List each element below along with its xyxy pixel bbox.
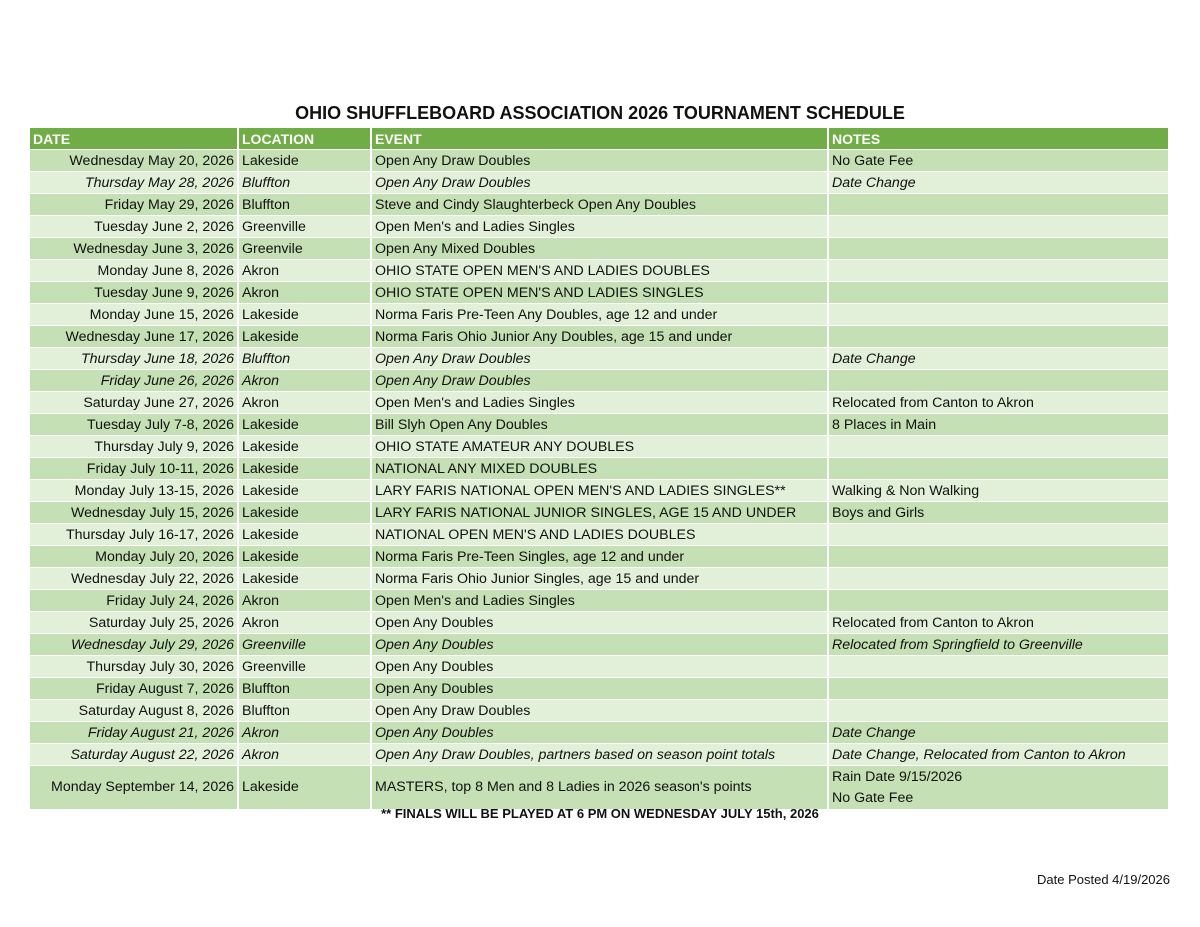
date-cell: Monday September 14, 2026 [30,766,239,810]
note-text: No Gate Fee [832,789,914,806]
event-cell: LARY FARIS NATIONAL JUNIOR SINGLES, AGE 15 AND UNDER [372,502,829,524]
column-header-location: LOCATION [239,128,372,150]
note-text: 8 Places in Main [832,416,937,433]
date-cell: Monday July 13-15, 2026 [30,480,239,502]
notes-cell [829,568,1170,590]
event-cell: Norma Faris Pre-Teen Any Doubles, age 12 and under [372,304,829,326]
date-cell: Friday August 7, 2026 [30,678,239,700]
notes-cell [829,370,1170,392]
table-row [30,304,1170,326]
finals-footnote: ** FINALS WILL BE PLAYED AT 6 PM ON WEDNESDAY JULY 15th, 2026 [381,806,819,821]
event-cell: Open Any Doubles [372,612,829,634]
location-cell: Greenville [239,216,372,238]
note-text: Date Change, Relocated from Canton to Akron [832,746,1126,763]
event-cell: NATIONAL OPEN MEN'S AND LADIES DOUBLES [372,524,829,546]
notes-cell [829,304,1170,326]
table-row [30,568,1170,590]
table-row [30,766,1170,810]
table-row [30,326,1170,348]
note-text: Walking & Non Walking [832,482,980,499]
location-cell: Akron [239,722,372,744]
event-cell: Open Any Draw Doubles [372,700,829,722]
date-cell: Tuesday June 9, 2026 [30,282,239,304]
location-cell: Akron [239,744,372,766]
date-cell: Wednesday July 22, 2026 [30,568,239,590]
column-header-event: EVENT [372,128,829,150]
event-cell: Open Men's and Ladies Singles [372,590,829,612]
location-cell: Bluffton [239,700,372,722]
notes-cell [829,326,1170,348]
event-cell: OHIO STATE AMATEUR ANY DOUBLES [372,436,829,458]
notes-cell [829,194,1170,216]
note-text: Date Change [832,724,916,741]
table-row [30,172,1170,194]
date-cell: Thursday May 28, 2026 [30,172,239,194]
location-cell: Greenville [239,634,372,656]
event-cell: Open Any Draw Doubles [372,150,829,172]
location-cell: Lakeside [239,546,372,568]
date-cell: Tuesday June 2, 2026 [30,216,239,238]
notes-cell [829,656,1170,678]
location-cell: Akron [239,282,372,304]
event-cell: Bill Slyh Open Any Doubles [372,414,829,436]
table-row [30,458,1170,480]
notes-cell [829,150,1170,172]
event-cell: Open Any Mixed Doubles [372,238,829,260]
notes-cell [829,414,1170,436]
event-cell: NATIONAL ANY MIXED DOUBLES [372,458,829,480]
event-cell: Norma Faris Ohio Junior Any Doubles, age 15 and under [372,326,829,348]
location-cell: Greenvile [239,238,372,260]
date-cell: Friday August 21, 2026 [30,722,239,744]
event-cell: Open Any Draw Doubles, partners based on season point totals [372,744,829,766]
event-cell: Open Any Doubles [372,678,829,700]
table-row [30,700,1170,722]
note-text: Rain Date 9/15/2026 [832,768,963,785]
event-cell: LARY FARIS NATIONAL OPEN MEN'S AND LADIES SINGLES** [372,480,829,502]
date-cell: Friday July 24, 2026 [30,590,239,612]
location-cell: Lakeside [239,766,372,810]
date-cell: Tuesday July 7-8, 2026 [30,414,239,436]
schedule-table [30,128,1170,810]
notes-cell [829,348,1170,370]
table-row [30,502,1170,524]
date-cell: Saturday June 27, 2026 [30,392,239,414]
location-cell: Lakeside [239,326,372,348]
event-cell: Norma Faris Pre-Teen Singles, age 12 and under [372,546,829,568]
location-cell: Akron [239,392,372,414]
location-cell: Bluffton [239,678,372,700]
date-cell: Monday June 15, 2026 [30,304,239,326]
location-cell: Lakeside [239,414,372,436]
notes-cell [829,282,1170,304]
date-cell: Monday July 20, 2026 [30,546,239,568]
table-row [30,590,1170,612]
event-cell: Open Men's and Ladies Singles [372,392,829,414]
notes-cell [829,722,1170,744]
table-row [30,722,1170,744]
date-cell: Thursday July 16-17, 2026 [30,524,239,546]
table-row [30,634,1170,656]
notes-cell [829,766,1170,810]
location-cell: Bluffton [239,348,372,370]
notes-cell [829,458,1170,480]
notes-cell [829,260,1170,282]
date-cell: Wednesday June 3, 2026 [30,238,239,260]
location-cell: Lakeside [239,150,372,172]
note-text: No Gate Fee [832,152,914,169]
location-cell: Akron [239,590,372,612]
location-cell: Lakeside [239,524,372,546]
schedule-body [30,150,1170,810]
location-cell: Lakeside [239,568,372,590]
notes-cell [829,524,1170,546]
date-cell: Wednesday May 20, 2026 [30,150,239,172]
notes-cell [829,590,1170,612]
notes-cell [829,172,1170,194]
table-row [30,436,1170,458]
table-row [30,678,1170,700]
location-cell: Lakeside [239,502,372,524]
note-text: Relocated from Canton to Akron [832,394,1034,411]
table-row [30,282,1170,304]
notes-cell [829,392,1170,414]
notes-cell [829,238,1170,260]
event-cell: Open Any Doubles [372,722,829,744]
note-text: Relocated from Springfield to Greenville [832,636,1083,653]
date-cell: Thursday July 9, 2026 [30,436,239,458]
event-cell: Open Any Draw Doubles [372,172,829,194]
note-text: Date Change [832,174,916,191]
event-cell: Norma Faris Ohio Junior Singles, age 15 and under [372,568,829,590]
event-cell: Open Any Draw Doubles [372,348,829,370]
notes-cell [829,612,1170,634]
table-row [30,348,1170,370]
location-cell: Lakeside [239,480,372,502]
table-row [30,656,1170,678]
event-cell: Open Any Draw Doubles [372,370,829,392]
date-cell: Thursday June 18, 2026 [30,348,239,370]
header-row [30,128,1170,150]
table-row [30,524,1170,546]
notes-cell [829,216,1170,238]
date-cell: Wednesday June 17, 2026 [30,326,239,348]
event-cell: Open Any Doubles [372,656,829,678]
table-row [30,392,1170,414]
date-cell: Saturday July 25, 2026 [30,612,239,634]
table-row [30,744,1170,766]
table-row [30,414,1170,436]
date-cell: Saturday August 22, 2026 [30,744,239,766]
column-header-date: DATE [30,128,239,150]
location-cell: Bluffton [239,194,372,216]
note-text: Boys and Girls [832,504,925,521]
column-header-notes: NOTES [829,128,1170,150]
location-cell: Lakeside [239,304,372,326]
note-text: Relocated from Canton to Akron [832,614,1034,631]
note-text: Date Change [832,350,916,367]
date-cell: Friday July 10-11, 2026 [30,458,239,480]
table-row [30,370,1170,392]
notes-cell [829,634,1170,656]
event-cell: Open Men's and Ladies Singles [372,216,829,238]
date-cell: Monday June 8, 2026 [30,260,239,282]
notes-cell [829,546,1170,568]
table-row [30,546,1170,568]
event-cell: OHIO STATE OPEN MEN'S AND LADIES SINGLES [372,282,829,304]
event-cell: MASTERS, top 8 Men and 8 Ladies in 2026 season's points [372,766,829,810]
date-cell: Wednesday July 29, 2026 [30,634,239,656]
table-row [30,612,1170,634]
event-cell: OHIO STATE OPEN MEN'S AND LADIES DOUBLES [372,260,829,282]
table-row [30,260,1170,282]
table-row [30,194,1170,216]
notes-cell [829,700,1170,722]
page-title: OHIO SHUFFLEBOARD ASSOCIATION 2026 TOURNAMENT SCHEDULE [295,103,905,123]
date-cell: Thursday July 30, 2026 [30,656,239,678]
date-cell: Friday June 26, 2026 [30,370,239,392]
notes-cell [829,678,1170,700]
location-cell: Akron [239,260,372,282]
table-row [30,150,1170,172]
table-row [30,216,1170,238]
table-row [30,238,1170,260]
location-cell: Greenville [239,656,372,678]
date-cell: Wednesday July 15, 2026 [30,502,239,524]
notes-cell [829,480,1170,502]
location-cell: Akron [239,370,372,392]
date-posted: Date Posted 4/19/2026 [1037,872,1170,887]
location-cell: Bluffton [239,172,372,194]
date-cell: Friday May 29, 2026 [30,194,239,216]
table-row [30,480,1170,502]
location-cell: Akron [239,612,372,634]
notes-cell [829,502,1170,524]
notes-cell [829,744,1170,766]
event-cell: Steve and Cindy Slaughterbeck Open Any Doubles [372,194,829,216]
event-cell: Open Any Doubles [372,634,829,656]
date-cell: Saturday August 8, 2026 [30,700,239,722]
notes-cell [829,436,1170,458]
location-cell: Lakeside [239,436,372,458]
location-cell: Lakeside [239,458,372,480]
